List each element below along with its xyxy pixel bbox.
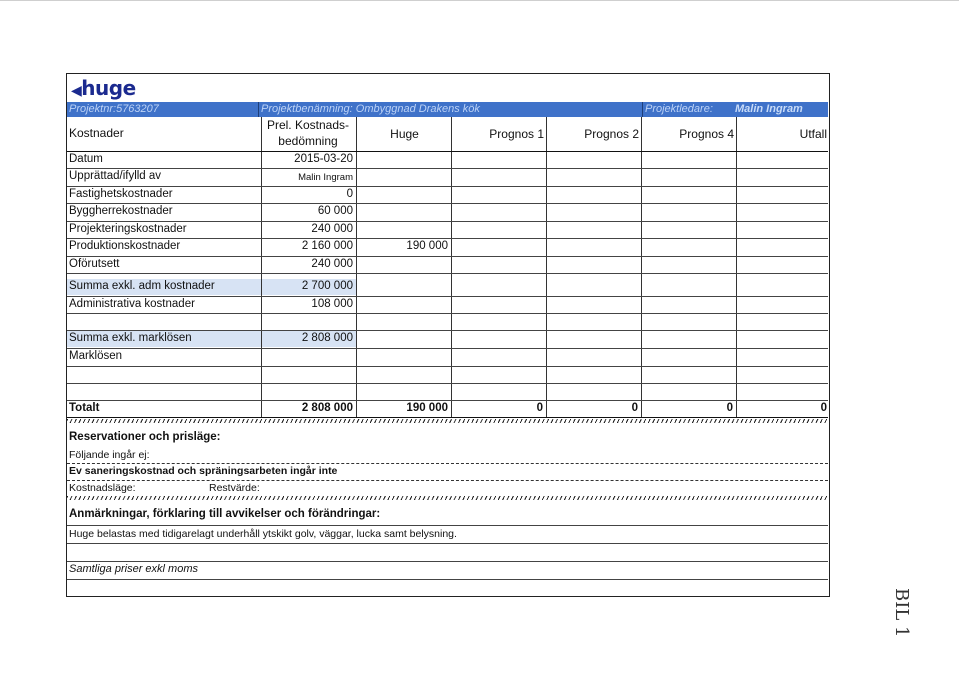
row-huge: 190 000 [406,240,448,252]
row-label: Projekteringskostnader [69,223,187,235]
totalt-prognos2: 0 [631,402,638,414]
row-label: Produktionskostnader [69,240,181,252]
totalt-label: Totalt [69,402,100,414]
project-number: Projektnr:5763207 [67,102,259,117]
row-prel: 2 700 000 [301,280,353,292]
row-label: Marklösen [69,350,123,362]
huge-logo: ◀huge [71,76,136,100]
totalt-huge: 190 000 [406,402,448,414]
row-rule [67,400,828,401]
header-rule [67,151,828,152]
dashed-rule [67,480,828,481]
reservationer-title: Reservationer och prisläge: [69,431,221,443]
row-prel: 2 808 000 [301,332,353,344]
page-top-rule [0,0,959,1]
totalt-top-rule [67,417,828,418]
col-line-5 [641,117,642,417]
col-line-6 [736,117,737,417]
row-prel: 240 000 [311,258,353,270]
row-label: Summa exkl. marklösen [69,332,192,344]
row-rule [67,168,828,169]
col-header-prel-1: Prel. Kostnads- [266,118,350,132]
row-rule [67,296,828,297]
row-rule [67,203,828,204]
row-rule [67,313,828,314]
row-rule [67,238,828,239]
row-prel: 108 000 [311,298,353,310]
project-leader-name: Malin Ingram [735,103,803,115]
totalt-utfall: 0 [820,402,827,414]
anmarkningar-title: Anmärkningar, förklaring till avvikelser och förändringar: [69,508,381,520]
row-rule [67,273,828,274]
col-line-2 [356,117,357,417]
row-prel: 2015-03-20 [294,153,353,165]
col-header-prel-2: bedömning [278,134,338,148]
hatch-divider [67,419,828,423]
col-line-4 [546,117,547,417]
row-rule [67,561,828,562]
row-rule [67,543,828,544]
foljande-label: Följande ingår ej: [69,449,150,461]
cost-sheet [66,73,830,597]
handwritten-annotation: BIL 1 [891,588,912,638]
row-label: Datum [69,153,103,165]
row-rule [67,525,828,526]
footer-note: Samtliga priser exkl moms [69,563,198,575]
totalt-prognos4: 0 [726,402,733,414]
col-header-kostnader: Kostnader [69,126,124,140]
totalt-prognos1: 0 [536,402,543,414]
row-label: Fastighetskostnader [69,188,173,200]
row-label: Summa exkl. adm kostnader [69,280,215,292]
col-header-huge: Huge [390,127,419,141]
row-label: Byggherrekostnader [69,205,173,217]
row-prel: Malin Ingram [298,172,353,183]
row-rule [67,383,828,384]
row-label: Oförutsett [69,258,120,270]
anmarkningar-text: Huge belastas med tidigarelagt underhåll ytskikt golv, väggar, lucka samt belysning. [69,528,457,540]
project-name: Projektbenämning: Ombyggnad Drakens kök [259,102,643,117]
kostnadslage-label: Kostnadsläge: [69,482,136,494]
hatch-divider [67,496,828,500]
col-header-utfall: Utfall [799,127,827,141]
row-label: Upprättad/ifylld av [69,170,162,182]
row-rule [67,221,828,222]
col-header-prognos1: Prognos 1 [489,127,544,141]
col-header-prognos2: Prognos 2 [584,127,639,141]
row-label: Administrativa kostnader [69,298,195,310]
row-rule [67,330,828,331]
logo-text: huge [81,76,136,100]
row-rule [67,366,828,367]
row-prel: 0 [346,188,353,200]
restvarde-label: Restvärde: [209,482,260,494]
dashed-rule [67,463,828,464]
project-leader-label: Projektledare: [645,103,713,115]
row-prel: 2 160 000 [301,240,353,252]
row-prel: 240 000 [311,223,353,235]
row-prel: 60 000 [317,205,353,217]
row-rule [67,579,828,580]
row-rule [67,256,828,257]
totalt-prel: 2 808 000 [301,402,353,414]
col-line-3 [451,117,452,417]
col-line-1 [261,117,262,417]
exclusion-item: Ev saneringskostnad och spräningsarbeten ingår inte [69,465,338,477]
project-header-bar [67,102,828,117]
row-rule [67,348,828,349]
col-header-prognos4: Prognos 4 [679,127,734,141]
row-rule [67,186,828,187]
